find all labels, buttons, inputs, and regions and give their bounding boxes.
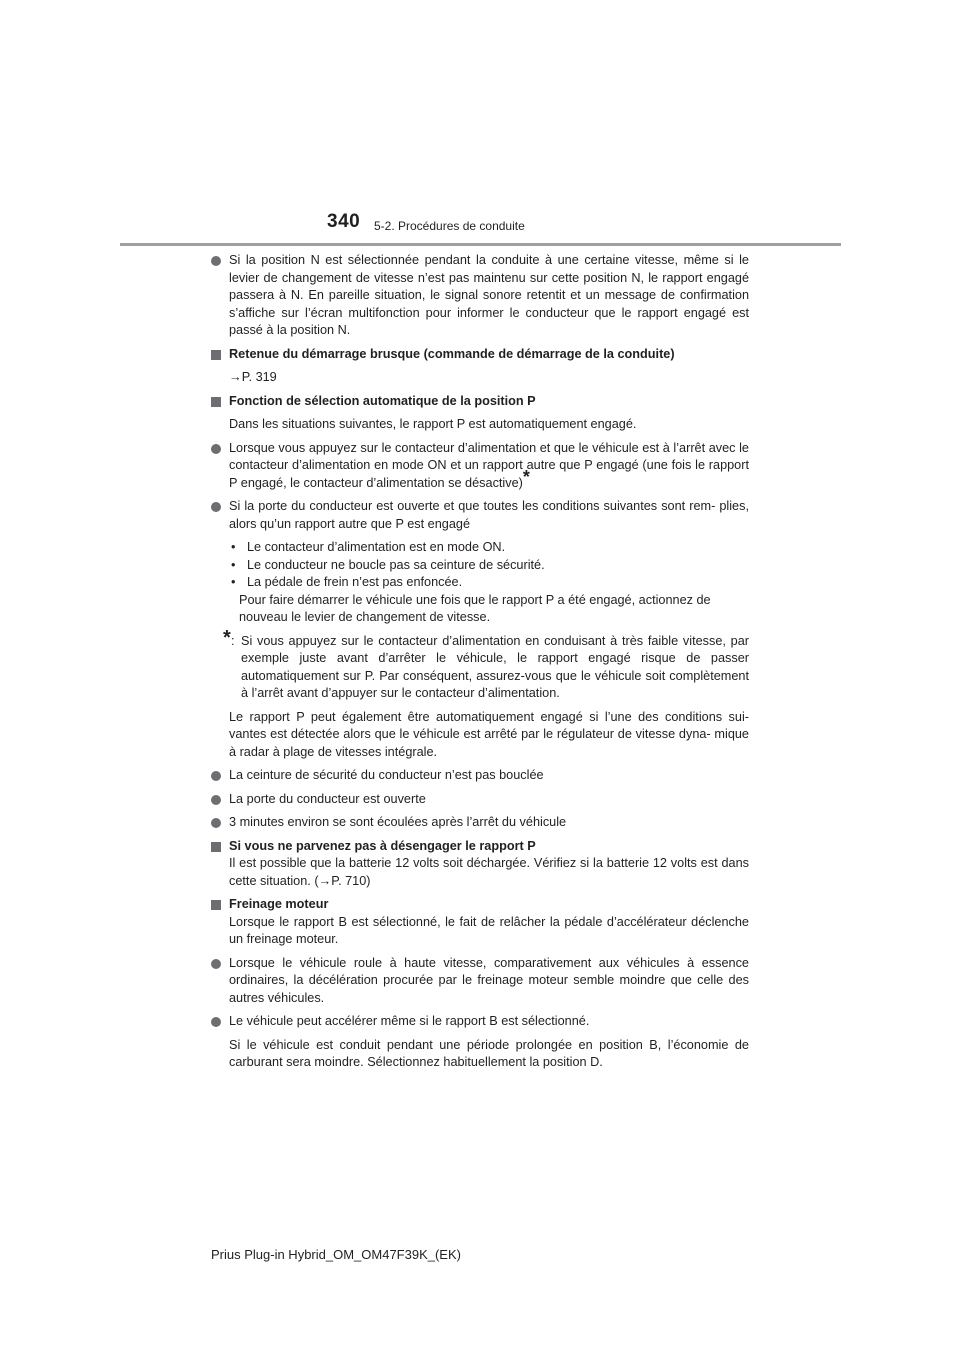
heading-text: Fonction de sélection automatique de la position P <box>229 393 536 408</box>
section-heading <box>211 838 749 856</box>
bullet-circle-icon <box>211 959 221 969</box>
bullet-item <box>211 440 749 493</box>
sub-list-item: • La pédale de frein n’est pas enfoncée. <box>231 575 463 589</box>
paragraph: Si le véhicule est conduit pendant une période prolongée en position B, l’économie de carburant sera moindre. Sélectionnez habituellement la position D. <box>229 1037 749 1069</box>
heading-square-icon <box>211 397 221 407</box>
bullet-text: Si la position N est sélectionnée pendant la conduite à une certaine vitesse, même si le levier de changement de vitesse n’est pas maintenu sur cette position N, le rapport engagé passera à N. En pareille situation, le signal sonore retentit et un message de confirmation s’affiche sur l’écran multifonction pour informer le conducteur que le rapport engagé est passé à la position N. <box>229 253 749 337</box>
document-footer: Prius Plug-in Hybrid_OM_OM47F39K_(EK) <box>211 1247 461 1262</box>
section-heading <box>211 896 749 914</box>
page-reference[interactable]: →P. 319 <box>229 370 277 384</box>
paragraph: Dans les situations suivantes, le rapport P est automatiquement engagé. <box>229 417 637 431</box>
paragraph: Il est possible que la batterie 12 volts soit déchargée. Vérifiez si la batterie 12 volts est dans cette situation. (→P. 710) <box>229 856 749 888</box>
bullet-text: Lorsque le véhicule roule à haute vitesse, comparativement aux véhicules à essence ordinaires, la décélération procurée par le freinage moteur semble moindre que celle des autres véhicules. <box>229 955 749 1005</box>
bullet-text: La porte du conducteur est ouverte <box>229 791 426 806</box>
bullet-text: Le véhicule peut accélérer même si le rapport B est sélectionné. <box>229 1014 590 1028</box>
page-content <box>211 252 749 1072</box>
sub-list-item: • Le conducteur ne boucle pas sa ceinture de sécurité. <box>231 557 545 572</box>
sub-list-text: Le conducteur ne boucle pas sa ceinture de sécurité. <box>247 557 545 572</box>
header-rule <box>120 243 841 246</box>
bullet-circle-icon <box>211 1017 221 1027</box>
sub-list-text: La pédale de frein n’est pas enfoncée. <box>247 575 463 589</box>
heading-square-icon <box>211 842 221 852</box>
heading-square-icon <box>211 350 221 360</box>
bullet-item <box>211 252 749 340</box>
bullet-item <box>211 791 749 809</box>
section-heading <box>211 393 749 411</box>
bullet-text: Si la porte du conducteur est ouverte et que toutes les conditions suivantes sont rem- plies, alors qu’un rapport autre que P est engagé <box>229 499 749 531</box>
bullet-circle-icon <box>211 502 221 512</box>
bullet-item <box>211 814 749 832</box>
footnote-marker: * <box>522 466 530 487</box>
bullet-item <box>211 1013 749 1031</box>
heading-square-icon <box>211 900 221 910</box>
section-title: 5-2. Procédures de conduite <box>374 219 525 233</box>
bullet-text: 3 minutes environ se sont écoulées après l’arrêt du véhicule <box>229 815 567 829</box>
paragraph: Lorsque le rapport B est sélectionné, le fait de relâcher la pédale d’accélérateur déclenche un freinage moteur. <box>229 914 749 946</box>
bullet-circle-icon <box>211 795 221 805</box>
heading-text: Freinage moteur <box>229 897 329 911</box>
sub-list-item: • Le contacteur d’alimentation est en mode ON. <box>231 540 506 554</box>
footnote-marker: * <box>223 626 231 649</box>
sub-list <box>211 539 749 627</box>
paragraph: Le rapport P peut également être automatiquement engagé si l’une des conditions sui- vantes est détectée alors que le véhicule est arrêté par le régulateur de vitesse dyna- mique à radar à plage de vitesses intégrale. <box>229 709 749 759</box>
bullet-item <box>211 955 749 1008</box>
page-number: 340 <box>327 211 361 232</box>
footnote-colon: : <box>231 633 235 648</box>
footnote <box>211 626 749 703</box>
bullet-circle-icon <box>211 256 221 266</box>
bullet-circle-icon <box>211 771 221 781</box>
bullet-item <box>211 767 749 785</box>
sub-list-text: Le contacteur d’alimentation est en mode ON. <box>247 540 506 554</box>
heading-text: Si vous ne parvenez pas à désengager le rapport P <box>229 838 536 853</box>
section-heading <box>211 346 749 364</box>
heading-text: Retenue du démarrage brusque (commande de démarrage de la conduite) <box>229 346 675 361</box>
bullet-circle-icon <box>211 444 221 454</box>
bullet-text: La ceinture de sécurité du conducteur n’est pas bouclée <box>229 768 544 782</box>
bullet-item <box>211 498 749 533</box>
bullet-circle-icon <box>211 818 221 828</box>
bullet-text: Lorsque vous appuyez sur le contacteur d’alimentation et que le véhicule est à l’arrêt avec le contacteur d’alimentation en mode ON et un rapport autre que P engagé (une fois le rapport P engagé, le contacteur d’alimentation se désactive) <box>229 440 749 490</box>
footnote-text: Si vous appuyez sur le contacteur d’alimentation en conduisant à très faible vitesse, par exemple juste avant d’arrêter le véhicule, le rapport engagé risque de passer automatiquement sur P. Par conséquent, assurez-vous que le véhicule soit complètement à l’arrêt avant d’appuyer sur le contacteur d’alimentation. <box>241 633 749 700</box>
sub-list-note: Pour faire démarrer le véhicule une fois que le rapport P a été engagé, actionnez de nouveau le levier de changement de vitesse. <box>239 592 711 624</box>
